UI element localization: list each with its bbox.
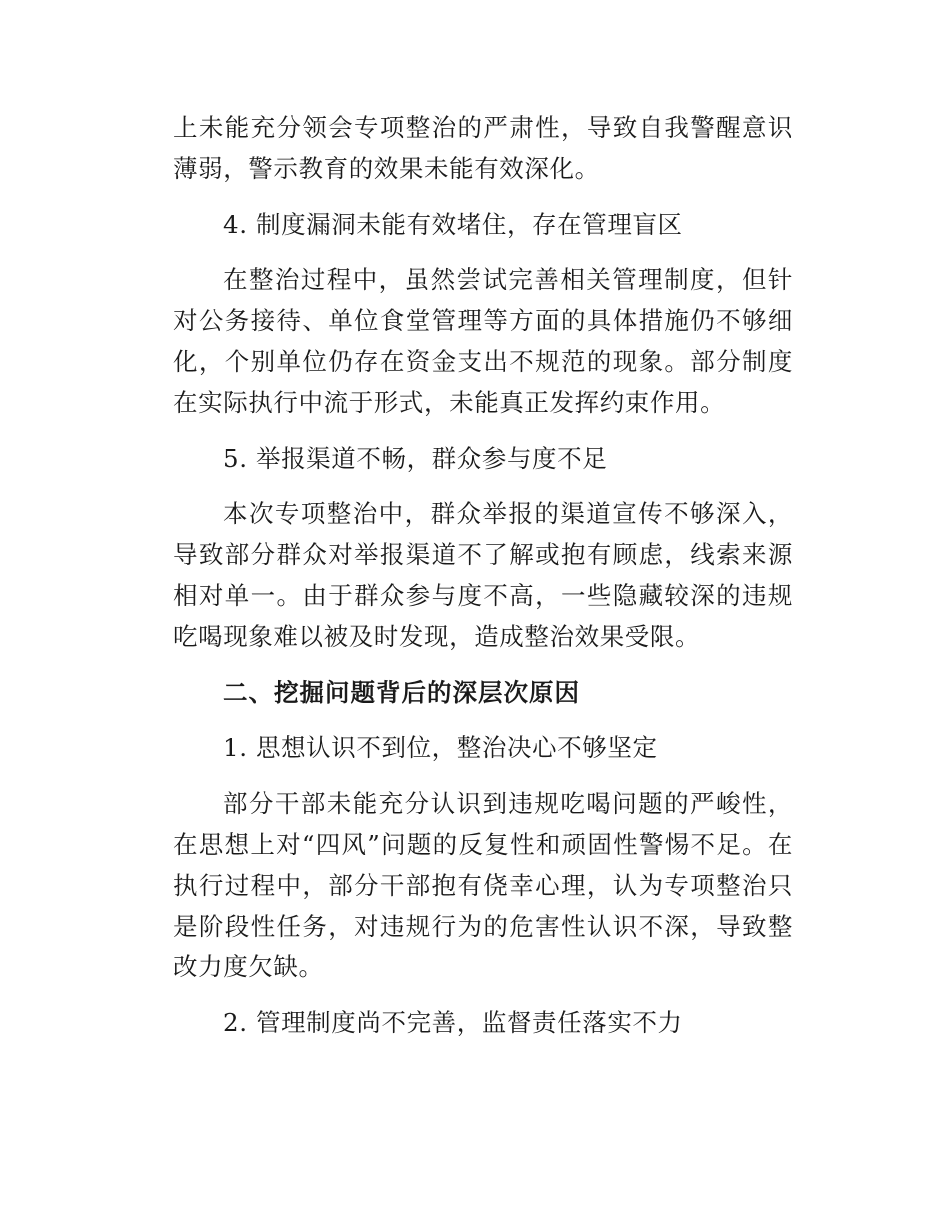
spacer — [173, 658, 793, 673]
section-heading-2: 二、挖掘问题背后的深层次原因 — [223, 677, 580, 707]
spacer — [173, 424, 793, 439]
spacer — [173, 245, 793, 260]
spacer — [173, 713, 793, 728]
subheading-1: 1. 思想认识不到位，整治决心不够坚定 — [223, 733, 658, 763]
spacer — [173, 769, 793, 784]
subheading-2: 2. 管理制度尚不完善，监督责任落实不力 — [223, 1008, 683, 1038]
paragraph-5-body: 本次专项整治中，群众举报的渠道宣传不够深入，导致部分群众对举报渠道不了解或抱有顾虑，线索来源相对单一。由于群众参与度不高，一些隐藏较深的违规吃喝现象难以被及时发现，造成整治效果受限。 — [173, 499, 793, 651]
document-page — [173, 108, 793, 1044]
subheading-4: 4. 制度漏洞未能有效堵住，存在管理盲区 — [223, 209, 683, 239]
paragraph-continuation: 上未能充分领会专项整治的严肃性，导致自我警醒意识薄弱，警示教育的效果未能有效深化。 — [173, 113, 793, 183]
spacer — [173, 988, 793, 1003]
spacer — [173, 190, 793, 205]
spacer — [173, 479, 793, 494]
paragraph-4-body: 在整治过程中，虽然尝试完善相关管理制度，但针对公务接待、单位食堂管理等方面的具体措施仍不够细化，个别单位仍存在资金支出不规范的现象。部分制度在实际执行中流于形式，未能真正发挥约束作用。 — [173, 265, 793, 417]
paragraph-1-body: 部分干部未能充分认识到违规吃喝问题的严峻性，在思想上对“四风”问题的反复性和顽固性警惕不足。在执行过程中，部分干部抱有侥幸心理，认为专项整治只是阶段性任务，对违规行为的危害性认识不深，导致整改力度欠缺。 — [173, 789, 793, 982]
subheading-5: 5. 举报渠道不畅，群众参与度不足 — [223, 443, 608, 473]
